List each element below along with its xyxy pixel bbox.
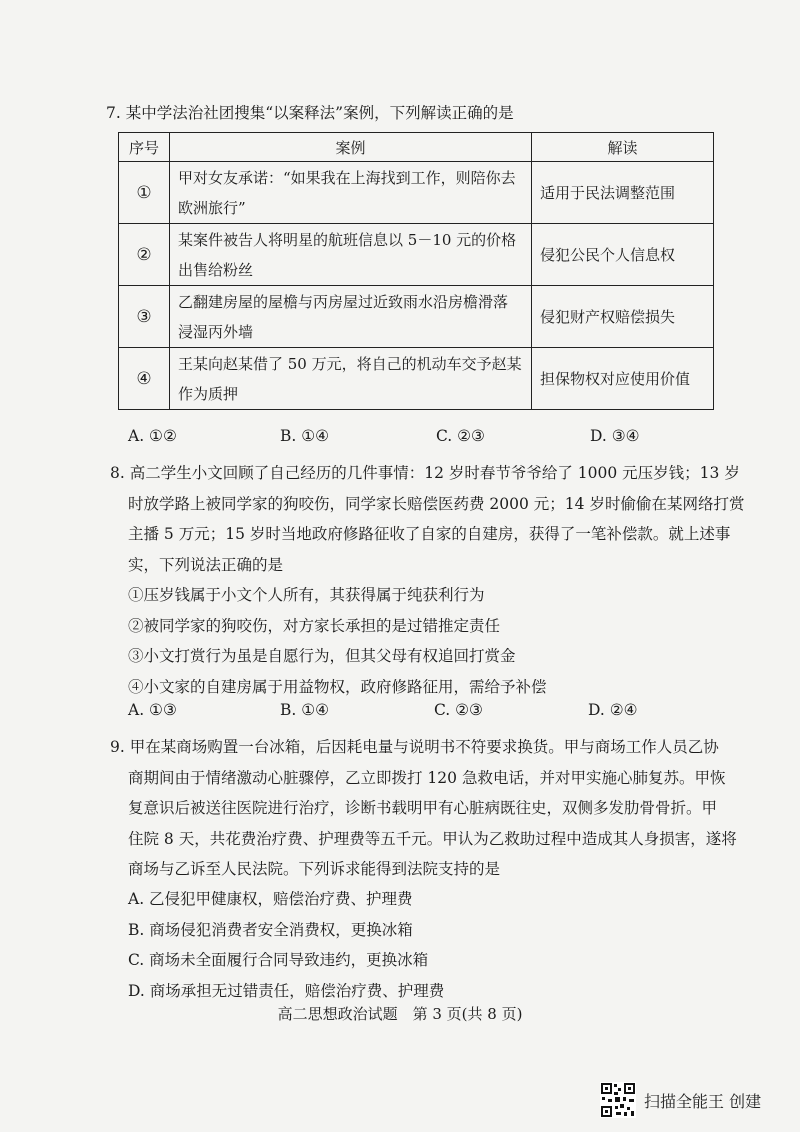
row-case	[170, 286, 532, 348]
case-line: 浸湿丙外墙	[178, 322, 254, 341]
row-number: ②	[119, 224, 170, 286]
q7-option-d: D. ③④	[590, 427, 640, 445]
q9-line: 商期间由于情绪激动心脏骤停，乙立即拨打 120 急救电话，并对甲实施心肺复苏。甲恢	[128, 768, 726, 787]
q9-option-b: B. 商场侵犯消费者安全消费权，更换冰箱	[128, 920, 413, 939]
q9-line: 住院 8 天，共花费治疗费、护理费等五千元。甲认为乙救助过程中造成其人身损害，遂将	[128, 829, 737, 848]
q8-stem	[110, 458, 744, 580]
q8-statement: ③小文打赏行为虽是自愿行为，但其父母有权追回打赏金	[128, 647, 516, 665]
q9-option-a: A. 乙侵犯甲健康权，赔偿治疗费、护理费	[128, 890, 413, 908]
row-number: ④	[119, 348, 170, 410]
row-case	[170, 224, 532, 286]
case-line: 欧洲旅行”	[178, 198, 246, 217]
case-line: 作为质押	[178, 384, 239, 403]
q9-stem	[110, 732, 737, 885]
q8-line: 主播 5 万元；15 岁时当地政府修路征收了自家的自建房，获得了一笔补偿款。就上述事	[128, 525, 731, 543]
scanner-text: 扫描全能王 创建	[644, 1091, 762, 1111]
row-number: ①	[119, 162, 170, 224]
row-interpretation: 适用于民法调整范围	[532, 162, 714, 224]
header-interpretation: 解读	[532, 133, 714, 162]
scanner-watermark	[600, 1082, 761, 1118]
q7-case-table	[118, 132, 714, 410]
qr-code-icon	[600, 1082, 636, 1118]
q8-option-d: D. ②④	[588, 701, 638, 719]
q9-line: 9. 甲在某商场购置一台冰箱，后因耗电量与说明书不符要求换货。甲与商场工作人员乙协	[110, 738, 719, 756]
q8-options	[128, 701, 688, 719]
table-row	[119, 224, 714, 286]
case-line: 王某向赵某借了 50 万元，将自己的机动车交予赵某	[178, 354, 522, 373]
header-number: 序号	[119, 133, 170, 162]
q7-stem: 7. 某中学法治社团搜集“以案释法”案例，下列解读正确的是	[106, 104, 514, 122]
row-interpretation: 担保物权对应使用价值	[532, 348, 714, 410]
table-row	[119, 348, 714, 410]
q7-option-b: B. ①④	[280, 427, 330, 445]
q9-options	[128, 884, 444, 1006]
case-line: 甲对女友承诺：“如果我在上海找到工作，则陪你去	[178, 168, 516, 187]
case-line: 某案件被告人将明星的航班信息以 5－10 元的价格	[178, 230, 517, 249]
header-case: 案例	[170, 133, 532, 162]
row-case	[170, 348, 532, 410]
q8-option-b: B. ①④	[280, 701, 330, 719]
q8-statement: ④小文家的自建房属于用益物权，政府修路征用，需给予补偿	[128, 677, 547, 696]
q7-option-c: C. ②③	[436, 427, 485, 445]
case-line: 乙翻建房屋的屋檐与丙房屋过近致雨水沿房檐滑落	[178, 292, 509, 311]
q7-options	[128, 427, 688, 445]
q8-line: 8. 高二学生小文回顾了自己经历的几件事情：12 岁时春节爷爷给了 1000 元压岁钱；13 岁	[110, 464, 740, 482]
q9-line: 复意识后被送往医院进行治疗，诊断书载明甲有心脏病既往史，双侧多发肋骨骨折。甲	[128, 799, 718, 817]
row-interpretation: 侵犯公民个人信息权	[532, 224, 714, 286]
q8-option-c: C. ②③	[434, 701, 483, 719]
q8-statements	[128, 580, 547, 702]
q8-statement: ②被同学家的狗咬伤，对方家长承担的是过错推定责任	[128, 616, 501, 635]
q8-statement: ①压岁钱属于小文个人所有，其获得属于纯获利行为	[128, 586, 485, 604]
table-header-row	[119, 133, 714, 162]
q9-line: 商场与乙诉至人民法院。下列诉求能得到法院支持的是	[128, 860, 501, 878]
table-row	[119, 162, 714, 224]
table-row	[119, 286, 714, 348]
q8-option-a: A. ①③	[128, 701, 177, 719]
q7-option-a: A. ①②	[128, 427, 177, 445]
page-footer: 高二思想政治试题 第 3 页(共 8 页)	[277, 1005, 523, 1023]
q8-line: 时放学路上被同学家的狗咬伤，同学家长赔偿医药费 2000 元；14 岁时偷偷在某网络打赏	[128, 494, 745, 513]
row-number: ③	[119, 286, 170, 348]
case-line: 出售给粉丝	[178, 260, 254, 279]
q8-line: 实，下列说法正确的是	[128, 555, 284, 574]
q9-option-c: C. 商场未全面履行合同导致违约，更换冰箱	[128, 951, 429, 969]
q9-option-d: D. 商场承担无过错责任，赔偿治疗费、护理费	[128, 981, 445, 1000]
row-case	[170, 162, 532, 224]
row-interpretation: 侵犯财产权赔偿损失	[532, 286, 714, 348]
